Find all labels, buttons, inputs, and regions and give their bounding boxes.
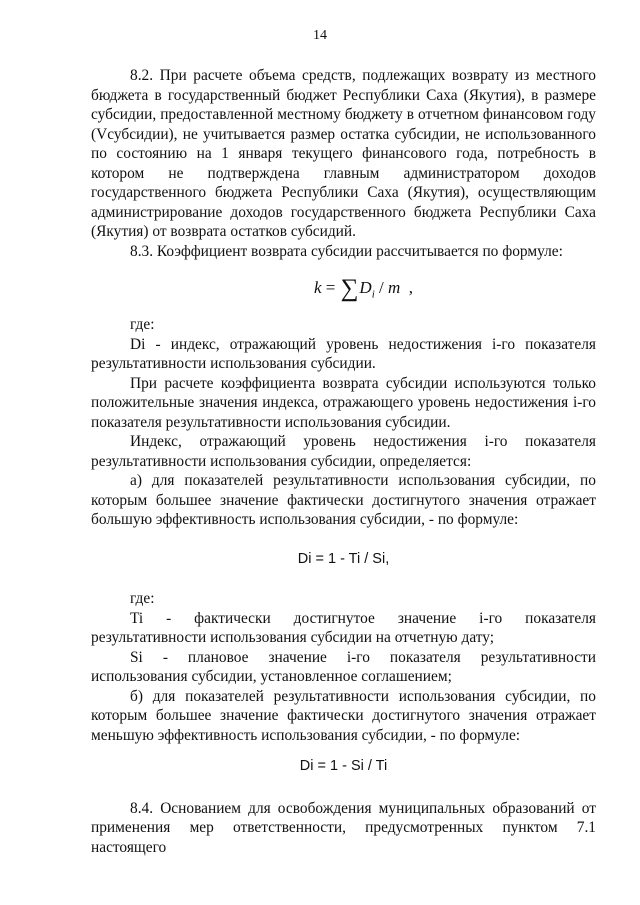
formula-k [91, 261, 596, 315]
gde-label-2: где: [130, 590, 155, 607]
di-definition: Di - индекс, отражающий уровень недостижения i-го показателя результативности использования субсидии. [91, 335, 596, 372]
formula-k-sub: i [371, 288, 375, 301]
formula-b: Di = 1 - Si / Ti [299, 758, 388, 774]
document-body [91, 66, 596, 857]
paragraph-8-4: 8.4. Основанием для освобождения муниципальных образований от применения мер ответственности, предусмотренных пунктом 7.1 настоящего [91, 799, 596, 856]
formula-k-tail: , [408, 278, 414, 297]
formula-k-div: / [379, 278, 384, 297]
formula-k-m: m [388, 278, 401, 297]
ti-definition: Ti - фактически достигнутое значение i-го показателя результативности использования субсидии на отчетную дату; [91, 609, 596, 646]
formula-k-eq: = [325, 278, 336, 297]
paragraph-8-3: 8.3. Коэффициент возврата субсидии рассчитывается по формуле: [130, 242, 563, 260]
paragraph-8-2: 8.2. При расчете объема средств, подлежащих возврату из местного бюджета в государственный бюджет Республики Саха (Якутия), в размере субсидии, предоставленной местному бюджету в отчетном финансовом году (Vсубсидии), не учитывается размер остатка субсидии, не использованного по состоянию на 1 января текущего финансового года, потребность в котором не подтверждена главным администратором доходов государственного бюджета Республики Саха (Якутия), осуществляющим администрирование доходов государственного бюджета Республики Саха (Якутия) от возврата остатков субсидий. [91, 67, 596, 240]
formula-k-lhs: k [313, 278, 322, 297]
gde-label-1: где: [130, 316, 155, 333]
paragraph-index: Индекс, отражающий уровень недостижения i-го показателя результативности использования субсидии, определяется: [91, 433, 596, 470]
sum-symbol: ∑ [340, 275, 359, 302]
paragraph-b: б) для показателей результативности использования субсидии, по которым большее значение фактически достигнутого значения отражает меньшую эффективность использования субсидии, - по формуле: [91, 687, 596, 744]
si-definition: Si - плановое значение i-го показателя результативности использования субсидии, установленное соглашением; [91, 648, 596, 685]
paragraph-positive-values: При расчете коэффициента возврата субсидии используются только положительные значения индекса, отражающего уровень недостижения i-го показателя результативности использования субсидии. [91, 374, 596, 431]
formula-a: Di = 1 - Ti / Si, [297, 550, 390, 567]
page-number: 14 [313, 28, 327, 43]
paragraph-a: а) для показателей результативности использования субсидии, по которым большее значение фактически достигнутого значения отражает большую эффективность использования субсидии, - по формуле: [91, 472, 596, 528]
formula-k-var: D [359, 278, 372, 297]
